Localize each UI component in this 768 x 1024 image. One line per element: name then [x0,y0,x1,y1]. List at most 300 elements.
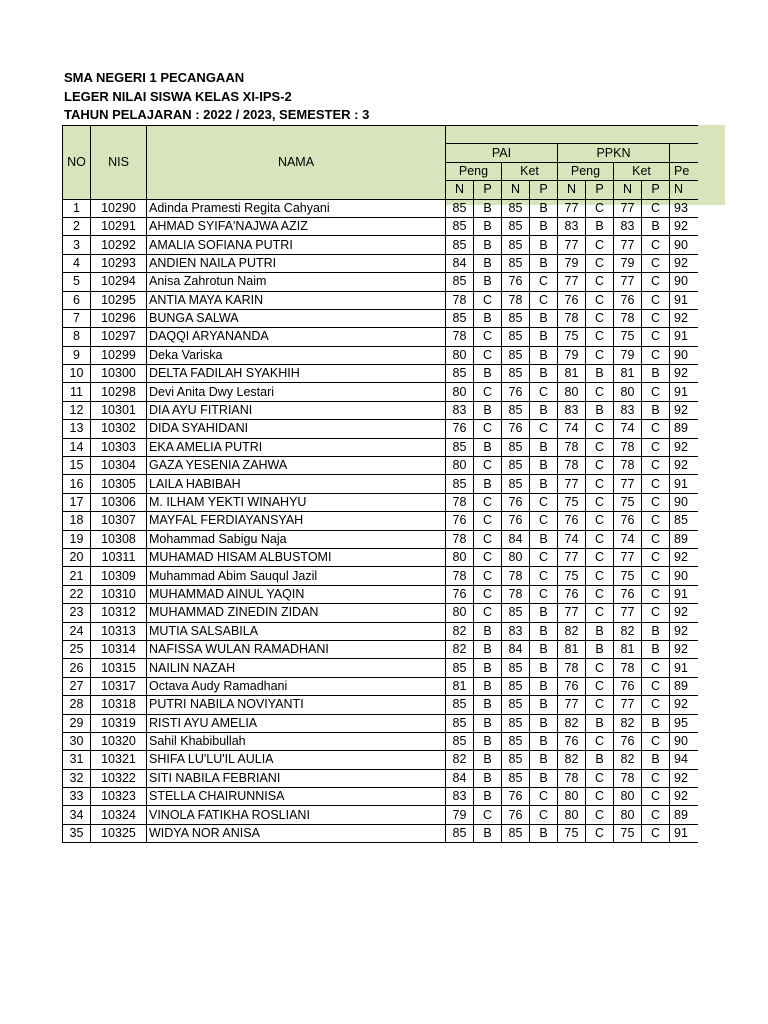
pai-peng-n: 85 [446,199,474,217]
ppkn-ket-n: 78 [614,309,642,327]
ppkn-peng-p: C [586,383,614,401]
pai-ket-p: B [530,530,558,548]
cell-nama: DAQQI ARYANANDA [147,328,446,346]
cell-nis: 10311 [91,548,147,566]
pai-ket-n: 84 [502,640,530,658]
pai-ket-p: B [530,475,558,493]
ppkn-ket-n: 77 [614,548,642,566]
pai-peng-n: 85 [446,696,474,714]
pai-ket-n: 84 [502,530,530,548]
ppkn-ket-p: C [642,273,670,291]
ppkn-peng-p: C [586,512,614,530]
ppkn-ket-p: B [642,401,670,419]
cell-nis: 10302 [91,420,147,438]
ppkn-peng-p: C [586,530,614,548]
pai-ket-p: B [530,365,558,383]
pai-peng-n: 82 [446,622,474,640]
ppkn-peng-header: Peng [558,162,614,180]
table-row [63,751,698,769]
ppkn-peng-n: 77 [558,475,586,493]
ppkn-peng-n: 82 [558,714,586,732]
subject-group-header [446,126,698,144]
ppkn-ket-p: C [642,530,670,548]
cell-nis: 10294 [91,273,147,291]
cell-nama: AHMAD SYIFA'NAJWA AZIZ [147,217,446,235]
cell-no: 4 [63,254,91,272]
cell-no: 16 [63,475,91,493]
ppkn-peng-n: 80 [558,788,586,806]
cell-nis: 10313 [91,622,147,640]
pai-ket-n: 85 [502,309,530,327]
pai-peng-p: C [474,530,502,548]
cell-no: 22 [63,585,91,603]
ppkn-peng-p: B [586,714,614,732]
cell-nama: ANTIA MAYA KARIN [147,291,446,309]
ppkn-ket-p: B [642,714,670,732]
cell-nama: ANDIEN NAILA PUTRI [147,254,446,272]
pai-ket-p: B [530,401,558,419]
next-peng-header-cut: Pe [670,162,698,180]
ppkn-peng-n: 76 [558,512,586,530]
pai-ket-p: C [530,420,558,438]
table-row [63,457,698,475]
pai-ket-p: B [530,604,558,622]
subject-next-header [670,144,698,162]
pai-ket-n: 80 [502,548,530,566]
ppkn-ket-p: C [642,475,670,493]
cell-nama: Octava Audy Ramadhani [147,677,446,695]
cell-nis: 10324 [91,806,147,824]
table-row [63,254,698,272]
pai-peng-n: 85 [446,365,474,383]
table-row [63,438,698,456]
pai-peng-p: B [474,438,502,456]
pai-ket-p: B [530,732,558,750]
pai-ket-p: B [530,824,558,842]
pai-peng-p: C [474,806,502,824]
cell-nama: AMALIA SOFIANA PUTRI [147,236,446,254]
ppkn-peng-p: C [586,585,614,603]
ppkn-ket-p: C [642,659,670,677]
ppkn-ket-n: 75 [614,824,642,842]
ppkn-peng-n: 78 [558,309,586,327]
pai-peng-p: B [474,236,502,254]
pai-peng-n: 78 [446,291,474,309]
pai-peng-p: B [474,309,502,327]
pai-peng-p: B [474,217,502,235]
ppkn-peng-p: C [586,824,614,842]
pai-peng-n: 78 [446,493,474,511]
ppkn-peng-p: C [586,254,614,272]
pai-ket-p: B [530,769,558,787]
next-n: 92 [670,365,698,383]
pai-ket-p: B [530,254,558,272]
table-row [63,567,698,585]
table-row [63,217,698,235]
next-n: 90 [670,273,698,291]
pai-peng-n: 85 [446,659,474,677]
pai-peng-p: B [474,751,502,769]
pai-ket-n: 78 [502,585,530,603]
ppkn-ket-p: C [642,512,670,530]
ppkn-ket-n: 77 [614,604,642,622]
table-row [63,640,698,658]
ppkn-ket-n: 78 [614,438,642,456]
pai-peng-p: B [474,677,502,695]
ppkn-ket-n: 83 [614,217,642,235]
next-n: 92 [670,254,698,272]
ppkn-peng-n: 75 [558,493,586,511]
pai-peng-p: C [474,567,502,585]
pai-peng-n: 82 [446,751,474,769]
cell-no: 9 [63,346,91,364]
ppkn-ket-n: 77 [614,236,642,254]
ppkn-ket-n: 82 [614,751,642,769]
ppkn-ket-p: C [642,309,670,327]
ppkn-peng-p: B [586,751,614,769]
document-title: LEGER NILAI SISWA KELAS XI-IPS-2 [64,89,292,104]
pai-ket-n: 76 [502,806,530,824]
next-n: 91 [670,659,698,677]
next-n: 90 [670,493,698,511]
table-row [63,291,698,309]
next-n: 93 [670,199,698,217]
cell-nis: 10321 [91,751,147,769]
ppkn-ket-n: 76 [614,732,642,750]
ppkn-ket-p: C [642,420,670,438]
next-n: 91 [670,475,698,493]
ppkn-ket-n: 75 [614,328,642,346]
next-n: 92 [670,309,698,327]
ppkn-ket-n: 80 [614,788,642,806]
cell-nama: Mohammad Sabigu Naja [147,530,446,548]
pai-ket-p: C [530,512,558,530]
ppkn-peng-n: 76 [558,585,586,603]
ppkn-ket-p: B [642,622,670,640]
ppkn-ket-p: C [642,438,670,456]
ppkn-peng-n: 77 [558,273,586,291]
ppkn-ket-n: 78 [614,457,642,475]
pai-peng-p: B [474,365,502,383]
ppkn-peng-n: 75 [558,328,586,346]
ppkn-peng-n: 75 [558,567,586,585]
pai-peng-n: 78 [446,328,474,346]
pai-ket-p: C [530,806,558,824]
subject-pai-header: PAI [446,144,558,162]
ppkn-ket-n: 77 [614,273,642,291]
pai-ket-p: B [530,696,558,714]
cell-nis: 10298 [91,383,147,401]
ppkn-peng-n: 75 [558,824,586,842]
ppkn-ket-p: C [642,769,670,787]
cell-nama: MUHAMAD HISAM ALBUSTOMI [147,548,446,566]
ppkn-peng-p: B [586,622,614,640]
pai-ket-n: 85 [502,714,530,732]
cell-nis: 10297 [91,328,147,346]
pai-peng-n: 80 [446,604,474,622]
cell-nis: 10299 [91,346,147,364]
next-n: 91 [670,824,698,842]
pai-ket-n: 85 [502,659,530,677]
ppkn-ket-n: 76 [614,677,642,695]
ppkn-ket-p: C [642,567,670,585]
pai-peng-n: 80 [446,548,474,566]
ppkn-ket-p: C [642,199,670,217]
ppkn-peng-p: C [586,769,614,787]
table-row [63,732,698,750]
cell-nama: Devi Anita Dwy Lestari [147,383,446,401]
ppkn-ket-n: 78 [614,769,642,787]
pai-peng-n: 76 [446,585,474,603]
cell-no: 3 [63,236,91,254]
ppkn-ket-p: C [642,236,670,254]
ppkn-peng-n: 76 [558,291,586,309]
pai-ket-p: B [530,236,558,254]
pai-ket-n: 85 [502,751,530,769]
ppkn-peng-p: B [586,401,614,419]
col-nama-header: NAMA [147,126,446,200]
next-n: 94 [670,751,698,769]
pai-ket-p-header: P [530,181,558,199]
next-n: 91 [670,585,698,603]
cell-nis: 10308 [91,530,147,548]
ppkn-ket-p: C [642,254,670,272]
pai-peng-p: C [474,383,502,401]
next-n: 92 [670,696,698,714]
cell-nama: DIDA SYAHIDANI [147,420,446,438]
ppkn-peng-p: C [586,677,614,695]
pai-ket-n: 85 [502,217,530,235]
cell-nis: 10325 [91,824,147,842]
ppkn-ket-n: 78 [614,659,642,677]
cell-nis: 10305 [91,475,147,493]
pai-peng-p: B [474,622,502,640]
ppkn-peng-n: 78 [558,438,586,456]
pai-ket-header: Ket [502,162,558,180]
next-n: 91 [670,383,698,401]
pai-peng-p: B [474,401,502,419]
pai-peng-p: B [474,640,502,658]
pai-peng-n: 80 [446,383,474,401]
pai-peng-p: C [474,328,502,346]
cell-no: 30 [63,732,91,750]
pai-ket-n: 85 [502,732,530,750]
pai-ket-p: C [530,291,558,309]
next-n: 92 [670,769,698,787]
ppkn-peng-n: 79 [558,346,586,364]
table-row [63,309,698,327]
pai-ket-p: B [530,714,558,732]
ppkn-peng-p: C [586,273,614,291]
cell-no: 25 [63,640,91,658]
school-name: SMA NEGERI 1 PECANGAAN [64,70,245,85]
next-n: 92 [670,548,698,566]
ppkn-peng-n: 77 [558,199,586,217]
pai-peng-n: 76 [446,420,474,438]
cell-nama: VINOLA FATIKHA ROSLIANI [147,806,446,824]
pai-ket-p: B [530,457,558,475]
pai-peng-n: 83 [446,401,474,419]
table-row [63,769,698,787]
next-n: 92 [670,401,698,419]
pai-peng-n: 85 [446,217,474,235]
cell-no: 29 [63,714,91,732]
cell-nama: DELTA FADILAH SYAKHIH [147,365,446,383]
ppkn-peng-n: 83 [558,401,586,419]
cell-no: 24 [63,622,91,640]
pai-ket-n: 76 [502,493,530,511]
pai-peng-p: B [474,732,502,750]
cell-nama: NAILIN NAZAH [147,659,446,677]
cell-nis: 10307 [91,512,147,530]
next-n: 92 [670,217,698,235]
next-n: 90 [670,236,698,254]
ppkn-ket-n: 75 [614,493,642,511]
pai-ket-n: 85 [502,604,530,622]
table-row [63,365,698,383]
ppkn-peng-n: 76 [558,732,586,750]
next-n: 95 [670,714,698,732]
ppkn-peng-n: 80 [558,383,586,401]
pai-peng-p: B [474,696,502,714]
next-n: 92 [670,788,698,806]
ppkn-ket-p: C [642,788,670,806]
ppkn-peng-n: 77 [558,604,586,622]
cell-no: 27 [63,677,91,695]
pai-ket-n: 85 [502,769,530,787]
ppkn-ket-p: C [642,493,670,511]
cell-nama: LAILA HABIBAH [147,475,446,493]
next-n: 89 [670,420,698,438]
cell-nis: 10295 [91,291,147,309]
table-row [63,604,698,622]
ppkn-peng-p: C [586,696,614,714]
table-row [63,420,698,438]
pai-peng-p: B [474,769,502,787]
pai-ket-n-header: N [502,181,530,199]
ppkn-ket-n: 81 [614,640,642,658]
cell-nis: 10290 [91,199,147,217]
pai-peng-p: B [474,199,502,217]
next-n: 92 [670,604,698,622]
pai-peng-n: 78 [446,567,474,585]
pai-ket-n: 85 [502,696,530,714]
pai-peng-p: C [474,548,502,566]
cell-no: 12 [63,401,91,419]
table-row [63,585,698,603]
pai-peng-p: B [474,273,502,291]
next-n: 85 [670,512,698,530]
cell-no: 20 [63,548,91,566]
ppkn-peng-p: B [586,217,614,235]
pai-ket-n: 85 [502,824,530,842]
pai-ket-p: B [530,309,558,327]
pai-peng-n: 85 [446,309,474,327]
cell-nis: 10317 [91,677,147,695]
cell-nis: 10319 [91,714,147,732]
pai-ket-p: B [530,438,558,456]
cell-nama: Sahil Khabibullah [147,732,446,750]
cell-nis: 10323 [91,788,147,806]
pai-peng-n: 78 [446,530,474,548]
table-row [63,677,698,695]
ppkn-ket-p: C [642,696,670,714]
ppkn-peng-p: C [586,291,614,309]
ppkn-ket-n: 80 [614,383,642,401]
pai-peng-p: B [474,824,502,842]
pai-ket-p: C [530,567,558,585]
pai-peng-n: 83 [446,788,474,806]
ppkn-peng-p: C [586,328,614,346]
ppkn-peng-n: 74 [558,530,586,548]
pai-peng-n: 76 [446,512,474,530]
pai-peng-n: 85 [446,732,474,750]
pai-peng-n: 84 [446,769,474,787]
ppkn-peng-n: 82 [558,751,586,769]
pai-peng-p: B [474,788,502,806]
cell-nama: MAYFAL FERDIAYANSYAH [147,512,446,530]
next-n: 92 [670,457,698,475]
pai-ket-p: B [530,640,558,658]
cell-no: 8 [63,328,91,346]
table-row [63,273,698,291]
ppkn-peng-n: 76 [558,677,586,695]
ppkn-ket-n: 79 [614,254,642,272]
pai-ket-p: C [530,273,558,291]
ppkn-ket-p: C [642,383,670,401]
ppkn-peng-p: B [586,640,614,658]
next-n: 92 [670,622,698,640]
cell-nis: 10318 [91,696,147,714]
table-row [63,806,698,824]
cell-no: 32 [63,769,91,787]
pai-ket-n: 85 [502,457,530,475]
ppkn-peng-p: C [586,493,614,511]
pai-ket-n: 85 [502,365,530,383]
table-row [63,493,698,511]
table-row [63,346,698,364]
pai-peng-n: 85 [446,475,474,493]
pai-peng-p: C [474,291,502,309]
ppkn-ket-p: C [642,457,670,475]
ppkn-peng-n: 78 [558,769,586,787]
table-row [63,401,698,419]
cell-nis: 10322 [91,769,147,787]
ppkn-ket-n-header: N [614,181,642,199]
ppkn-ket-n: 77 [614,696,642,714]
table-row [63,696,698,714]
next-n: 89 [670,806,698,824]
ppkn-ket-n: 82 [614,622,642,640]
cell-nama: MUHAMMAD ZINEDIN ZIDAN [147,604,446,622]
pai-ket-n: 83 [502,622,530,640]
next-n: 90 [670,732,698,750]
ppkn-peng-n: 77 [558,236,586,254]
cell-no: 10 [63,365,91,383]
cell-no: 33 [63,788,91,806]
cell-no: 18 [63,512,91,530]
pai-peng-p: C [474,457,502,475]
pai-peng-n: 79 [446,806,474,824]
ppkn-peng-p: C [586,420,614,438]
pai-peng-p: C [474,604,502,622]
cell-no: 17 [63,493,91,511]
table-row [63,475,698,493]
ppkn-peng-n: 78 [558,659,586,677]
ppkn-peng-n: 83 [558,217,586,235]
cell-nis: 10291 [91,217,147,235]
pai-ket-p: B [530,346,558,364]
